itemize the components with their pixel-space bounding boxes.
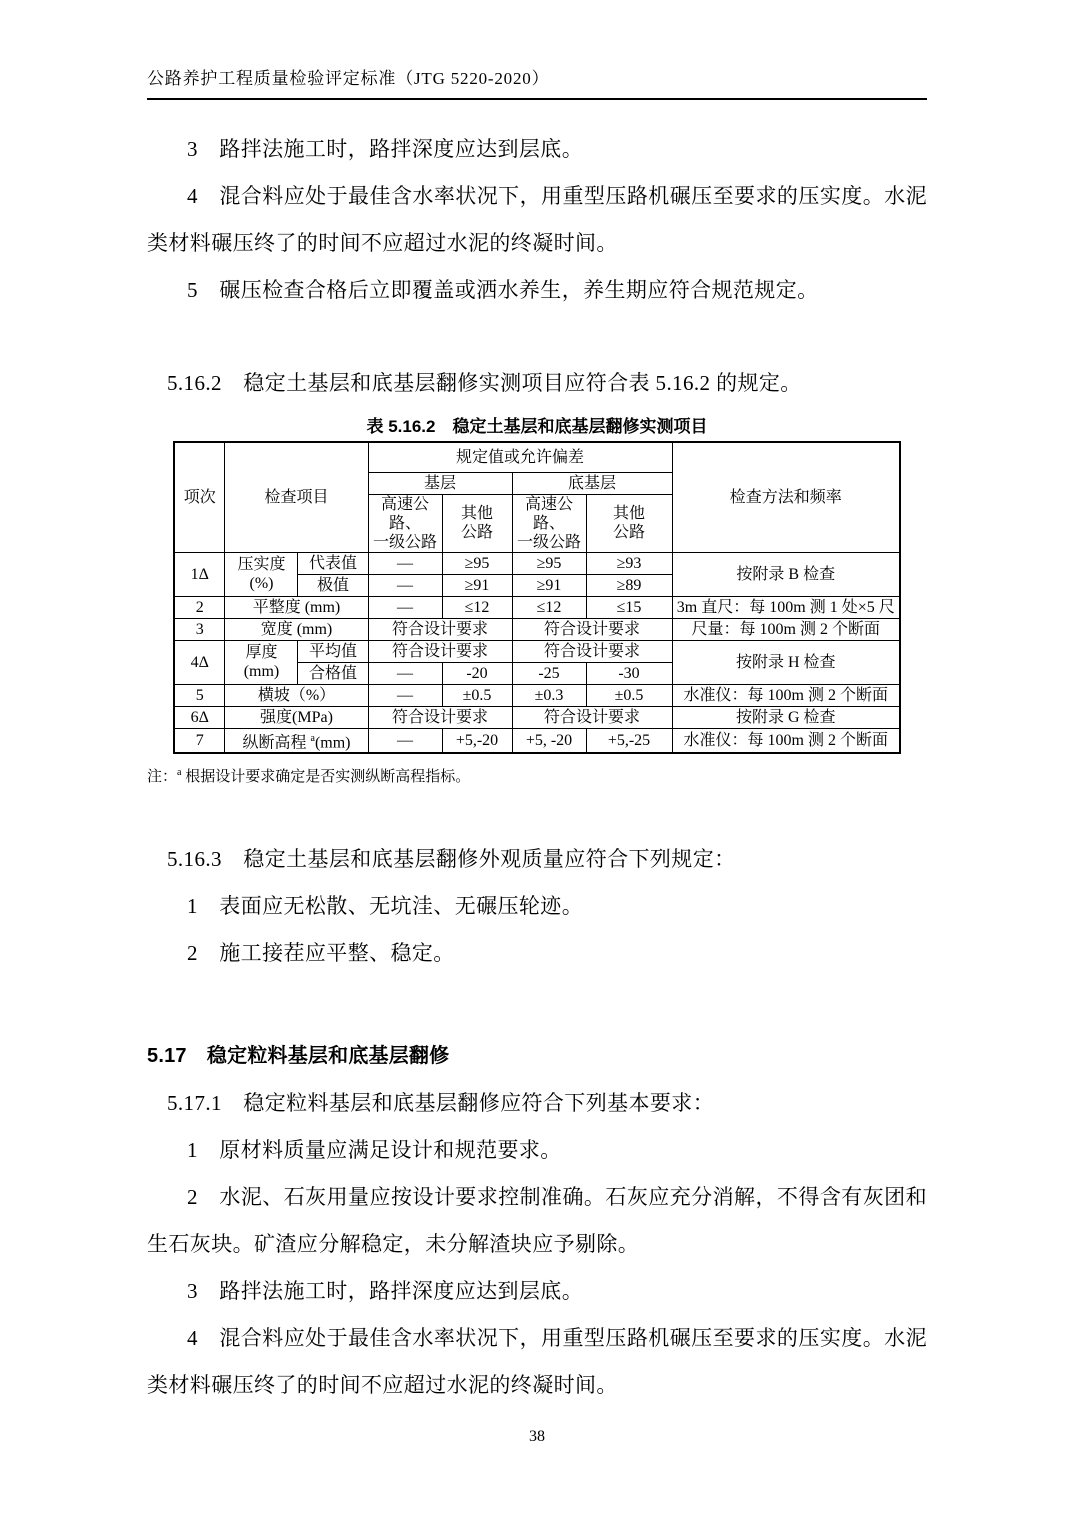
cell-no: 1Δ — [174, 552, 225, 596]
cell-item: 强度(MPa) — [225, 706, 368, 728]
paragraph-item-4: 4 混合料应处于最佳含水率状况下，用重型压路机碾压至要求的压实度。水泥类材料碾压终了的时间不应超过水泥的终凝时间。 — [147, 184, 927, 255]
header-line: 公路 — [460, 524, 493, 541]
item-line: (mm) — [243, 663, 280, 680]
cell-value: 符合设计要求 — [368, 640, 512, 662]
cell-value: -30 — [586, 662, 672, 684]
cell-method: 3m 直尺：每 100m 测 1 处×5 尺 — [672, 596, 900, 618]
cell-value: ≥95 — [442, 552, 512, 574]
cell-no: 2 — [174, 596, 225, 618]
header-line: 公路 — [613, 524, 646, 541]
list-item-5-16-3-2: 2 施工接茬应平整、稳定。 — [187, 940, 455, 965]
running-header-title: 公路养护工程质量检验评定标准（JTG 5220-2020） — [147, 69, 550, 88]
col-header-subbase: 底基层 — [512, 472, 672, 494]
cell-item — [225, 552, 298, 596]
cell-item — [225, 728, 368, 753]
cell-item: 横坡（%） — [225, 684, 368, 706]
note-text: 根据设计要求确定是否实测纵断高程指标。 — [181, 768, 471, 785]
paragraph-item-3: 3 路拌法施工时，路拌深度应达到层底。 — [187, 137, 584, 161]
cell-value: — — [368, 574, 442, 596]
table-row — [174, 684, 900, 706]
cell-value: ≥91 — [512, 574, 586, 596]
table-caption: 表 5.16.2 稳定土基层和底基层翻修实测项目 — [366, 417, 708, 436]
col-header-base: 基层 — [368, 472, 512, 494]
header-line: 一级公路 — [372, 533, 437, 551]
page-header — [147, 0, 927, 100]
cell-method: 水准仪：每 100m 测 2 个断面 — [672, 728, 900, 753]
col-header-base-highway — [368, 494, 442, 552]
item-line: (%) — [249, 575, 274, 592]
section-heading-5-17-1: 5.17.1 稳定粒料基层和底基层翻修应符合下列基本要求： — [167, 1090, 715, 1115]
table-row — [174, 728, 900, 753]
cell-item: 平整度 (mm) — [225, 596, 368, 618]
cell-subitem: 极值 — [298, 574, 368, 596]
cell-value: ≥91 — [442, 574, 512, 596]
cell-subitem: 平均值 — [298, 640, 368, 662]
table-row — [174, 596, 900, 618]
cell-value: 符合设计要求 — [512, 706, 672, 728]
cell-value: ≤12 — [512, 596, 586, 618]
cell-value: +5,-20 — [442, 728, 512, 753]
paragraph-item-5: 5 碾压检查合格后立即覆盖或洒水养生，养生期应符合规范规定。 — [187, 278, 819, 302]
list-item-5-17-1-2: 2 水泥、石灰用量应按设计要求控制准确。石灰应充分消解，不得含有灰团和生石灰块。矿渣应分解稳定，未分解渣块应予剔除。 — [147, 1184, 927, 1256]
cell-value: ±0.5 — [442, 684, 512, 706]
cell-value: 符合设计要求 — [512, 640, 672, 662]
col-header-subbase-other — [586, 494, 672, 552]
header-line: 其他 — [460, 505, 493, 522]
cell-method: 按附录 B 检查 — [672, 552, 900, 596]
note-prefix: 注： — [147, 768, 178, 785]
cell-value: — — [368, 596, 442, 618]
cell-method: 水准仪：每 100m 测 2 个断面 — [672, 684, 900, 706]
cell-value: ≥93 — [586, 552, 672, 574]
col-header-spec: 规定值或允许偏差 — [368, 442, 672, 472]
spec-table-5-16-2 — [173, 441, 901, 754]
item-superscript: a — [310, 732, 315, 744]
cell-value: ≤15 — [586, 596, 672, 618]
cell-value: ≥89 — [586, 574, 672, 596]
cell-value: — — [368, 728, 442, 753]
note-superscript: a — [177, 766, 182, 778]
col-header-base-other — [442, 494, 512, 552]
cell-value: ±0.5 — [586, 684, 672, 706]
cell-subitem: 代表值 — [298, 552, 368, 574]
list-item-5-17-1-1: 1 原材料质量应满足设计和规范要求。 — [187, 1137, 562, 1162]
cell-method: 尺量：每 100m 测 2 个断面 — [672, 618, 900, 640]
section-heading-5-17: 5.17 稳定粒料基层和底基层翻修 — [147, 1044, 450, 1067]
col-header-item-no: 项次 — [174, 442, 225, 552]
cell-method: 按附录 G 检查 — [672, 706, 900, 728]
cell-value: +5, -20 — [512, 728, 586, 753]
list-item-5-16-3-1: 1 表面应无松散、无坑洼、无碾压轮迹。 — [187, 893, 584, 918]
header-line: 其他 — [613, 505, 646, 522]
cell-value: +5,-25 — [586, 728, 672, 753]
header-line: 高速公路、 — [524, 495, 573, 532]
cell-value: ≥95 — [512, 552, 586, 574]
cell-value: — — [368, 684, 442, 706]
table-row — [174, 640, 900, 662]
table-row — [174, 552, 900, 574]
cell-no: 5 — [174, 684, 225, 706]
col-header-method: 检查方法和频率 — [672, 442, 900, 552]
section-heading-5-16-2: 5.16.2 稳定土基层和底基层翻修实测项目应符合表 5.16.2 的规定。 — [167, 371, 802, 395]
list-item-5-17-1-4: 4 混合料应处于最佳含水率状况下，用重型压路机碾压至要求的压实度。水泥类材料碾压终了的时间不应超过水泥的终凝时间。 — [147, 1325, 927, 1397]
cell-value: — — [368, 662, 442, 684]
cell-item — [225, 640, 298, 684]
cell-method: 按附录 H 检查 — [672, 640, 900, 684]
header-line: 一级公路 — [516, 533, 581, 551]
table-header-row — [174, 442, 900, 472]
table-note — [147, 762, 927, 788]
item-line: 压实度 — [237, 556, 286, 573]
cell-value: — — [368, 552, 442, 574]
cell-subitem: 合格值 — [298, 662, 368, 684]
col-header-check-item: 检查项目 — [225, 442, 368, 552]
cell-value: 符合设计要求 — [368, 618, 512, 640]
cell-no: 6Δ — [174, 706, 225, 728]
cell-no: 3 — [174, 618, 225, 640]
section-heading-5-16-3: 5.16.3 稳定土基层和底基层翻修外观质量应符合下列规定： — [167, 846, 736, 871]
cell-value: 符合设计要求 — [368, 706, 512, 728]
item-text: 纵断高程 — [242, 733, 311, 751]
cell-value: ≤12 — [442, 596, 512, 618]
item-unit: (mm) — [314, 733, 351, 751]
table-row — [174, 618, 900, 640]
header-line: 高速公路、 — [380, 495, 429, 532]
page-number: 38 — [529, 1428, 545, 1445]
cell-value: -25 — [512, 662, 586, 684]
list-item-5-17-1-3: 3 路拌法施工时，路拌深度应达到层底。 — [187, 1278, 584, 1303]
table-row — [174, 706, 900, 728]
cell-value: ±0.3 — [512, 684, 586, 706]
col-header-subbase-highway — [512, 494, 586, 552]
cell-value: -20 — [442, 662, 512, 684]
item-line: 厚度 — [245, 644, 278, 661]
cell-item: 宽度 (mm) — [225, 618, 368, 640]
page-content — [147, 126, 927, 1409]
cell-no: 7 — [174, 728, 225, 753]
cell-value: 符合设计要求 — [512, 618, 672, 640]
cell-no: 4Δ — [174, 640, 225, 684]
